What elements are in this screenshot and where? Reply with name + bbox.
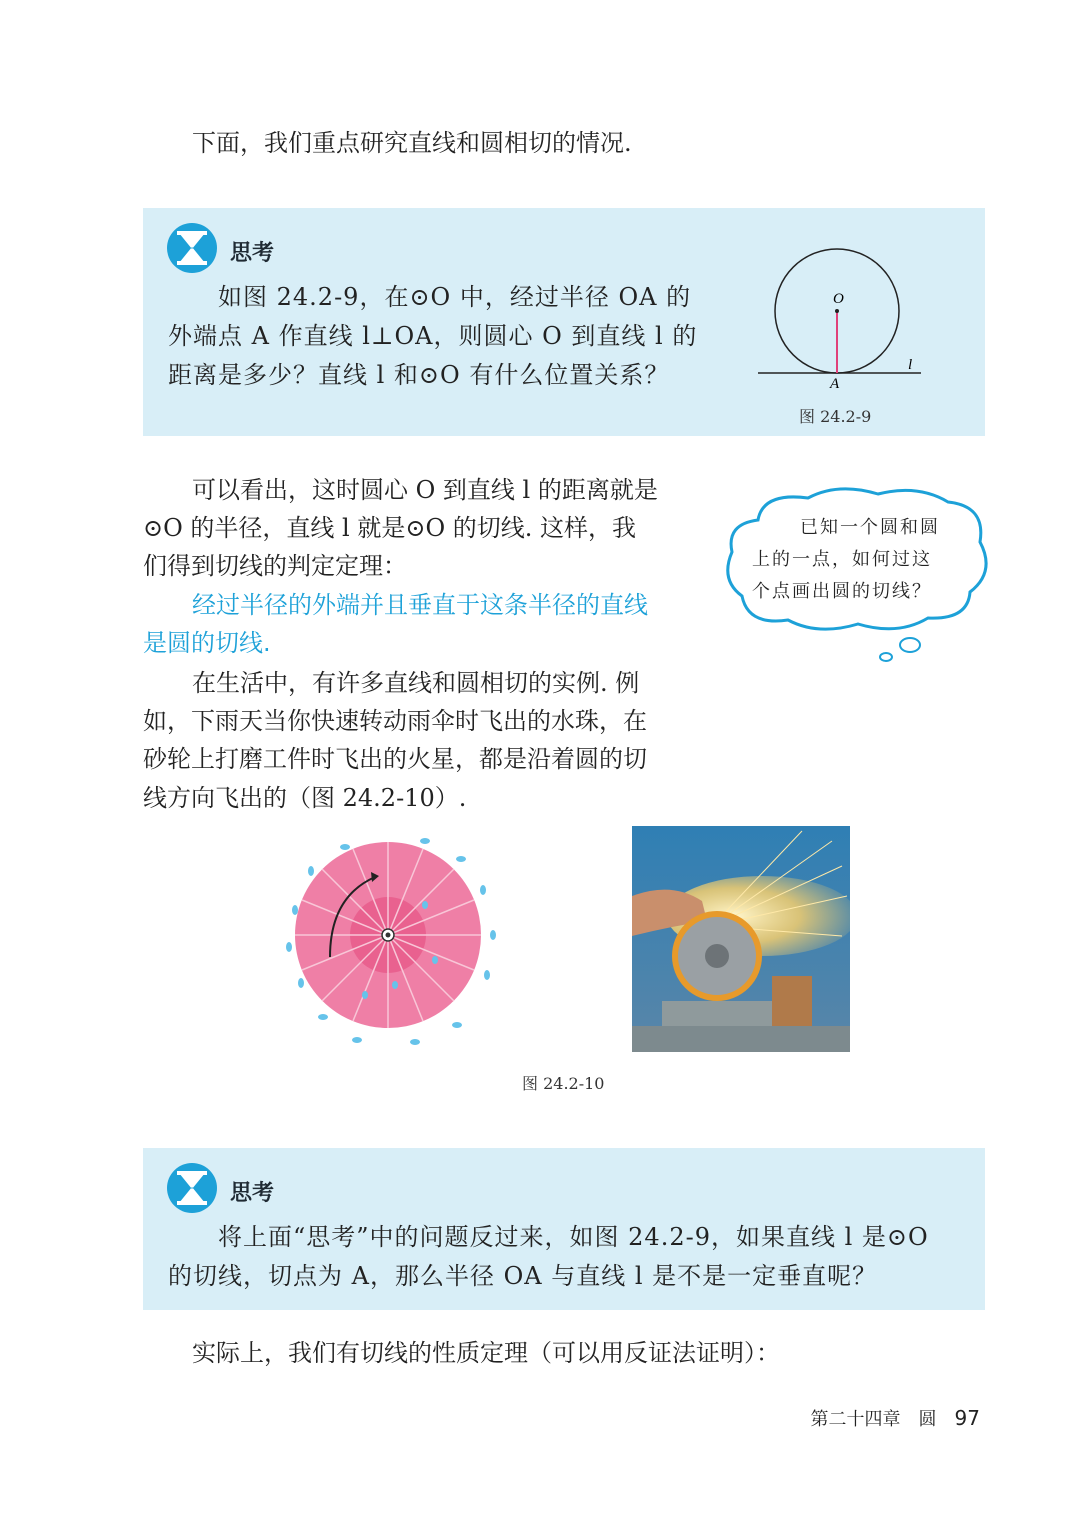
think-title: 思考 (230, 1181, 275, 1206)
figure-caption-24-2-9: 图 24.2-9 (799, 407, 872, 426)
think1-line-3: 距离是多少？直线 l 和⊙O 有什么位置关系？ (168, 361, 670, 389)
intro-text: 下面，我们重点研究直线和圆相切的情况. (192, 129, 632, 157)
think2-line-2: 的切线，切点为 A，那么半径 OA 与直线 l 是不是一定垂直呢？ (168, 1262, 878, 1290)
cloud-line-3: 个点画出圆的切线？ (752, 581, 932, 602)
label-o: O (833, 291, 844, 307)
para2-line-4: 线方向飞出的（图 24.2-10）. (143, 784, 467, 812)
center-point (835, 309, 839, 313)
think1-line-1: 如图 24.2-9，在⊙O 中，经过半径 OA 的 (218, 283, 692, 311)
grinding-wheel-photo (632, 826, 850, 1052)
para1-line-3: 们得到切线的判定定理： (143, 552, 407, 580)
theorem-line-1: 经过半径的外端并且垂直于这条半径的直线 (192, 591, 648, 619)
page-footer (811, 1405, 980, 1431)
umbrella-illustration (275, 835, 505, 1050)
think-title: 思考 (230, 241, 275, 266)
cloud-line-1: 已知一个圆和圆 (800, 517, 940, 538)
think-box-1 (143, 208, 985, 436)
page-number: 97 (954, 1406, 980, 1430)
theorem-line-2: 是圆的切线. (143, 629, 271, 657)
think-icon (166, 1162, 218, 1214)
figure-24-2-9 (753, 240, 933, 390)
think-box-2 (143, 1148, 985, 1310)
para2-line-3: 砂轮上打磨工件时飞出的火星，都是沿着圆的切 (143, 745, 647, 773)
chapter-label: 第二十四章 圆 (810, 1409, 937, 1430)
para2-line-1: 在生活中，有许多直线和圆相切的实例. 例 (192, 669, 640, 697)
para1-line-1: 可以看出，这时圆心 O 到直线 l 的距离就是 (192, 476, 658, 504)
think-icon (166, 222, 218, 274)
think1-line-2: 外端点 A 作直线 l⊥OA，则圆心 O 到直线 l 的 (168, 322, 698, 350)
figure-caption-24-2-10: 图 24.2-10 (522, 1074, 605, 1093)
label-a: A (830, 376, 840, 390)
label-l: l (908, 357, 913, 373)
cloud-line-2: 上的一点，如何过这 (752, 549, 932, 570)
think2-line-1: 将上面“思考”中的问题反过来，如图 24.2-9，如果直线 l 是⊙O (218, 1223, 929, 1251)
para3-text: 实际上，我们有切线的性质定理（可以用反证法证明）： (192, 1339, 780, 1367)
para2-line-2: 如，下雨天当你快速转动雨伞时飞出的水珠，在 (143, 707, 647, 735)
para1-line-2: ⊙O 的半径，直线 l 就是⊙O 的切线. 这样，我 (143, 514, 637, 542)
